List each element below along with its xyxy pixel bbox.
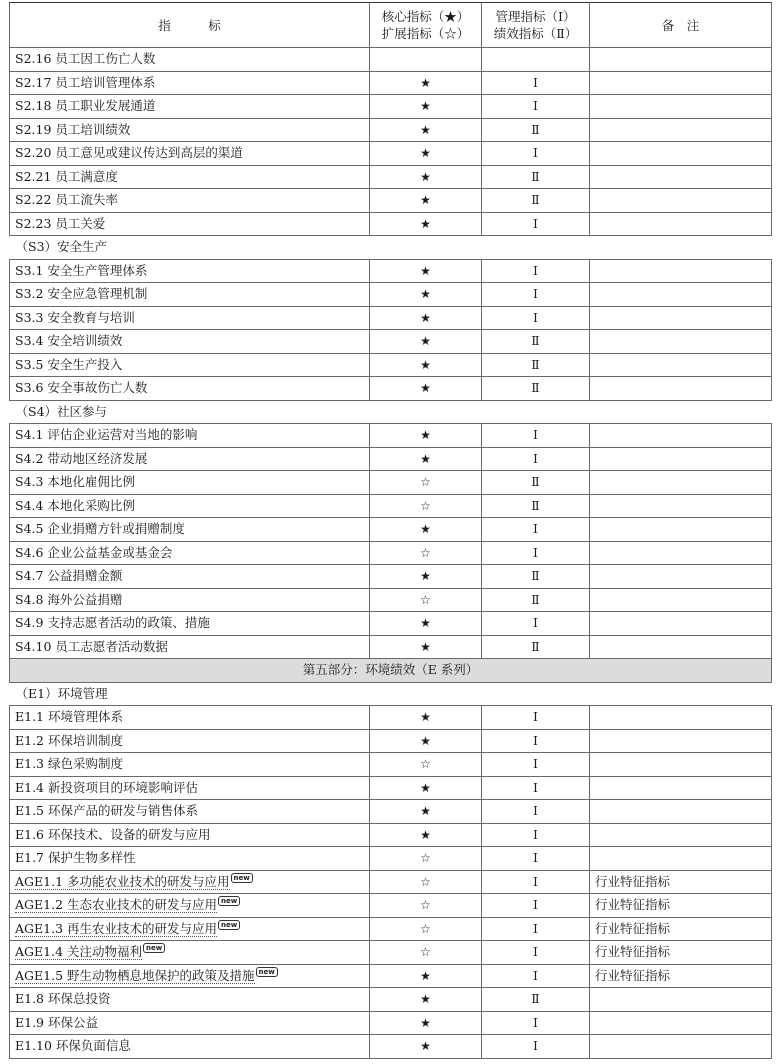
core-extended-mark: ★ — [370, 189, 482, 213]
table-row — [10, 894, 772, 918]
table-row — [10, 706, 772, 730]
indicator-name-cell — [10, 71, 370, 95]
indicator-type: Ⅱ — [482, 471, 590, 495]
table-row — [10, 1035, 772, 1059]
table-row — [10, 753, 772, 777]
table-row — [10, 71, 772, 95]
header-core-label: 核心指标（★） — [381, 9, 470, 24]
table-row — [10, 917, 772, 941]
indicator-name: S4.5 企业捐赠方针或捐赠制度 — [15, 521, 185, 537]
core-extended-mark: ★ — [370, 612, 482, 636]
indicator-type: Ⅱ — [482, 165, 590, 189]
indicator-name-cell — [10, 306, 370, 330]
indicator-type: Ⅱ — [482, 353, 590, 377]
table-row — [10, 189, 772, 213]
indicator-type: Ⅰ — [482, 283, 590, 307]
remark-cell: 行业特征指标 — [590, 941, 772, 965]
table-row — [10, 847, 772, 871]
table-body — [10, 48, 772, 1059]
core-extended-mark: ★ — [370, 283, 482, 307]
table-row — [10, 612, 772, 636]
indicator-name-cell — [10, 800, 370, 824]
header-extended-label: 扩展指标（☆） — [381, 26, 470, 41]
indicator-type: Ⅱ — [482, 565, 590, 589]
table-row — [10, 424, 772, 448]
indicator-type: Ⅰ — [482, 964, 590, 988]
table-row — [10, 870, 772, 894]
header-performance-label: 绩效指标（Ⅱ） — [493, 26, 578, 41]
core-extended-mark — [370, 48, 482, 72]
indicator-name-cell — [10, 729, 370, 753]
remark-cell — [590, 212, 772, 236]
indicator-name: S2.21 员工满意度 — [15, 168, 118, 184]
indicator-type: Ⅱ — [482, 635, 590, 659]
indicator-type: Ⅱ — [482, 189, 590, 213]
new-badge-icon: new — [218, 896, 240, 906]
core-extended-mark: ★ — [370, 800, 482, 824]
indicator-name: S3.6 安全事故伤亡人数 — [15, 380, 148, 396]
core-extended-mark: ★ — [370, 565, 482, 589]
header-management-label: 管理指标（Ⅰ） — [495, 9, 576, 24]
indicator-name-cell — [10, 894, 370, 918]
section-heading-row — [10, 400, 772, 424]
section-heading: （E1）环境管理 — [10, 682, 772, 706]
core-extended-mark: ☆ — [370, 870, 482, 894]
indicator-name: E1.3 绿色采购制度 — [15, 756, 123, 772]
indicator-type: Ⅰ — [482, 541, 590, 565]
core-extended-mark: ★ — [370, 988, 482, 1012]
indicator-type: Ⅱ — [482, 988, 590, 1012]
table-row — [10, 353, 772, 377]
table-row — [10, 48, 772, 72]
core-extended-mark: ★ — [370, 165, 482, 189]
remark-cell — [590, 189, 772, 213]
indicator-name-cell — [10, 189, 370, 213]
indicator-name: AGE1.3 再生农业技术的研发与应用 — [15, 920, 217, 936]
indicator-type: Ⅰ — [482, 729, 590, 753]
indicator-name: S2.20 员工意见或建议传达到高层的渠道 — [15, 145, 243, 161]
indicator-name-cell — [10, 612, 370, 636]
indicator-name-cell — [10, 753, 370, 777]
indicator-type: Ⅰ — [482, 847, 590, 871]
core-extended-mark: ★ — [370, 776, 482, 800]
indicator-name-cell — [10, 635, 370, 659]
remark-cell — [590, 565, 772, 589]
table-row — [10, 142, 772, 166]
core-extended-mark: ★ — [370, 95, 482, 119]
table-row — [10, 565, 772, 589]
indicator-name: S3.2 安全应急管理机制 — [15, 286, 148, 302]
core-extended-mark: ★ — [370, 259, 482, 283]
indicator-name-cell — [10, 212, 370, 236]
indicator-type: Ⅱ — [482, 377, 590, 401]
indicator-type: Ⅱ — [482, 494, 590, 518]
indicator-name-cell — [10, 518, 370, 542]
core-extended-mark: ★ — [370, 518, 482, 542]
indicator-type: Ⅰ — [482, 753, 590, 777]
remark-cell — [590, 800, 772, 824]
remark-cell — [590, 71, 772, 95]
part-heading: 第五部分：环境绩效（E 系列） — [10, 659, 772, 683]
core-extended-mark: ☆ — [370, 494, 482, 518]
header-remarks — [590, 3, 772, 48]
table-row — [10, 283, 772, 307]
indicator-name: S3.3 安全教育与培训 — [15, 309, 135, 325]
remark-cell — [590, 1035, 772, 1059]
indicator-name-cell — [10, 706, 370, 730]
core-extended-mark: ★ — [370, 447, 482, 471]
core-extended-mark: ★ — [370, 142, 482, 166]
remark-cell — [590, 753, 772, 777]
indicator-type: Ⅰ — [482, 1011, 590, 1035]
core-extended-mark: ★ — [370, 353, 482, 377]
indicator-name-cell — [10, 917, 370, 941]
indicator-name-cell — [10, 1011, 370, 1035]
table-header-row — [10, 3, 772, 48]
indicator-name: S4.9 支持志愿者活动的政策、措施 — [15, 615, 210, 631]
indicator-type: Ⅰ — [482, 95, 590, 119]
table-row — [10, 377, 772, 401]
indicator-name: S4.10 员工志愿者活动数据 — [15, 638, 168, 654]
table-row — [10, 1011, 772, 1035]
indicator-type: Ⅰ — [482, 212, 590, 236]
indicator-name-cell — [10, 48, 370, 72]
core-extended-mark: ★ — [370, 424, 482, 448]
remark-cell — [590, 142, 772, 166]
table-row — [10, 118, 772, 142]
core-extended-mark: ☆ — [370, 471, 482, 495]
header-indicator-label: 指 标 — [158, 17, 221, 33]
indicator-type: Ⅰ — [482, 1035, 590, 1059]
remark-cell — [590, 612, 772, 636]
table-row — [10, 165, 772, 189]
indicator-type: Ⅰ — [482, 941, 590, 965]
remark-cell — [590, 847, 772, 871]
remark-cell — [590, 1011, 772, 1035]
table-row — [10, 776, 772, 800]
indicator-name: S4.1 评估企业运营对当地的影响 — [15, 427, 198, 443]
indicator-name: AGE1.1 多功能农业技术的研发与应用 — [15, 873, 230, 889]
indicator-name: S2.19 员工培训绩效 — [15, 121, 131, 137]
core-extended-mark: ★ — [370, 212, 482, 236]
indicator-type: Ⅰ — [482, 518, 590, 542]
remark-cell — [590, 424, 772, 448]
remark-cell — [590, 706, 772, 730]
remark-cell — [590, 823, 772, 847]
section-heading: （S3）安全生产 — [10, 236, 772, 260]
table-row — [10, 259, 772, 283]
indicator-name: AGE1.2 生态农业技术的研发与应用 — [15, 897, 217, 913]
indicator-name-cell — [10, 870, 370, 894]
core-extended-mark: ★ — [370, 377, 482, 401]
table-row — [10, 964, 772, 988]
remark-cell: 行业特征指标 — [590, 917, 772, 941]
table-row — [10, 800, 772, 824]
table-row — [10, 212, 772, 236]
indicator-type: Ⅰ — [482, 259, 590, 283]
indicator-type: Ⅰ — [482, 894, 590, 918]
indicator-name: S2.18 员工职业发展通道 — [15, 98, 156, 114]
table-row — [10, 541, 772, 565]
indicator-name-cell — [10, 1035, 370, 1059]
indicator-name-cell — [10, 259, 370, 283]
table-row — [10, 306, 772, 330]
remark-cell — [590, 447, 772, 471]
core-extended-mark: ★ — [370, 729, 482, 753]
indicator-name: S4.6 企业公益基金或基金会 — [15, 544, 173, 560]
indicator-name: S4.7 公益捐赠金额 — [15, 568, 123, 584]
indicator-name-cell — [10, 823, 370, 847]
indicator-type: Ⅱ — [482, 588, 590, 612]
indicator-name-cell — [10, 353, 370, 377]
remark-cell: 行业特征指标 — [590, 870, 772, 894]
indicator-name: S3.1 安全生产管理体系 — [15, 262, 148, 278]
core-extended-mark: ☆ — [370, 917, 482, 941]
core-extended-mark: ☆ — [370, 847, 482, 871]
new-badge-icon: new — [231, 873, 253, 883]
indicator-name: AGE1.5 野生动物栖息地保护的政策及措施 — [15, 967, 255, 983]
remark-cell — [590, 330, 772, 354]
indicator-name-cell — [10, 941, 370, 965]
indicator-name: S2.17 员工培训管理体系 — [15, 74, 156, 90]
table-row — [10, 635, 772, 659]
indicator-name: E1.8 环保总投资 — [15, 991, 111, 1007]
indicator-name: E1.1 环境管理体系 — [15, 709, 123, 725]
remark-cell — [590, 588, 772, 612]
indicator-name-cell — [10, 330, 370, 354]
indicator-type: Ⅰ — [482, 447, 590, 471]
indicator-name: E1.10 环保负面信息 — [15, 1038, 131, 1054]
section-heading: （S4）社区参与 — [10, 400, 772, 424]
indicator-name: E1.5 环保产品的研发与销售体系 — [15, 803, 198, 819]
core-extended-mark: ★ — [370, 706, 482, 730]
remark-cell — [590, 283, 772, 307]
indicator-type: Ⅰ — [482, 800, 590, 824]
remark-cell — [590, 541, 772, 565]
indicator-name-cell — [10, 964, 370, 988]
remark-cell — [590, 377, 772, 401]
indicator-type: Ⅱ — [482, 330, 590, 354]
table-row — [10, 941, 772, 965]
table-row — [10, 588, 772, 612]
indicator-type: Ⅰ — [482, 706, 590, 730]
remark-cell — [590, 95, 772, 119]
indicator-name: AGE1.4 关注动物福利 — [15, 944, 142, 960]
core-extended-mark: ★ — [370, 71, 482, 95]
header-indicator — [10, 3, 370, 48]
table-row — [10, 729, 772, 753]
indicator-name: E1.7 保护生物多样性 — [15, 850, 136, 866]
indicator-name-cell — [10, 494, 370, 518]
core-extended-mark: ★ — [370, 635, 482, 659]
core-extended-mark: ★ — [370, 1035, 482, 1059]
indicator-name: S3.4 安全培训绩效 — [15, 333, 123, 349]
indicator-name-cell — [10, 377, 370, 401]
remark-cell — [590, 118, 772, 142]
indicator-name-cell — [10, 776, 370, 800]
table-row — [10, 494, 772, 518]
header-management-performance — [482, 3, 590, 48]
indicator-name-cell — [10, 95, 370, 119]
indicator-name-cell — [10, 142, 370, 166]
remark-cell — [590, 471, 772, 495]
indicator-type: Ⅰ — [482, 917, 590, 941]
remark-cell — [590, 494, 772, 518]
indicator-name: E1.6 环保技术、设备的研发与应用 — [15, 826, 211, 842]
remark-cell — [590, 259, 772, 283]
remark-cell — [590, 635, 772, 659]
indicator-name-cell — [10, 847, 370, 871]
table-row — [10, 447, 772, 471]
new-badge-icon: new — [143, 943, 165, 953]
indicator-type: Ⅰ — [482, 71, 590, 95]
remark-cell: 行业特征指标 — [590, 894, 772, 918]
indicator-type: Ⅰ — [482, 424, 590, 448]
remark-cell — [590, 306, 772, 330]
remark-cell — [590, 48, 772, 72]
core-extended-mark: ☆ — [370, 541, 482, 565]
indicator-type: Ⅰ — [482, 142, 590, 166]
header-remarks-label: 备 注 — [661, 17, 700, 33]
indicator-name: S2.23 员工关爱 — [15, 215, 106, 231]
indicator-name-cell — [10, 565, 370, 589]
table-row — [10, 95, 772, 119]
table-row — [10, 518, 772, 542]
remark-cell — [590, 518, 772, 542]
table-row — [10, 823, 772, 847]
section-heading-row — [10, 682, 772, 706]
indicator-name: S3.5 安全生产投入 — [15, 356, 123, 372]
core-extended-mark: ★ — [370, 964, 482, 988]
header-core-extended — [370, 3, 482, 48]
indicator-name: S4.3 本地化雇佣比例 — [15, 474, 135, 490]
indicator-name-cell — [10, 283, 370, 307]
core-extended-mark: ☆ — [370, 894, 482, 918]
new-badge-icon: new — [256, 967, 278, 977]
indicator-name: S2.16 员工因工伤亡人数 — [15, 51, 156, 67]
indicator-name-cell — [10, 118, 370, 142]
indicator-table — [9, 2, 772, 1059]
core-extended-mark: ☆ — [370, 753, 482, 777]
indicator-name-cell — [10, 447, 370, 471]
remark-cell — [590, 729, 772, 753]
indicator-type: Ⅰ — [482, 306, 590, 330]
indicator-type: Ⅰ — [482, 823, 590, 847]
core-extended-mark: ☆ — [370, 941, 482, 965]
table-row — [10, 471, 772, 495]
part-heading-row — [10, 659, 772, 683]
indicator-name-cell — [10, 424, 370, 448]
core-extended-mark: ☆ — [370, 588, 482, 612]
indicator-type: Ⅰ — [482, 776, 590, 800]
indicator-name: E1.2 环保培训制度 — [15, 732, 123, 748]
indicator-name-cell — [10, 588, 370, 612]
indicator-name-cell — [10, 471, 370, 495]
indicator-name: S4.2 带动地区经济发展 — [15, 450, 148, 466]
indicator-type: Ⅰ — [482, 870, 590, 894]
new-badge-icon: new — [218, 920, 240, 930]
core-extended-mark: ★ — [370, 330, 482, 354]
indicator-type — [482, 48, 590, 72]
indicator-name: E1.4 新投资项目的环境影响评估 — [15, 779, 198, 795]
table-row — [10, 988, 772, 1012]
indicator-name: S4.4 本地化采购比例 — [15, 497, 135, 513]
remark-cell — [590, 988, 772, 1012]
indicator-type: Ⅰ — [482, 612, 590, 636]
indicator-name: S2.22 员工流失率 — [15, 192, 118, 208]
remark-cell — [590, 353, 772, 377]
indicator-name-cell — [10, 541, 370, 565]
remark-cell — [590, 776, 772, 800]
indicator-name: S4.8 海外公益捐赠 — [15, 591, 123, 607]
remark-cell: 行业特征指标 — [590, 964, 772, 988]
core-extended-mark: ★ — [370, 1011, 482, 1035]
indicator-name-cell — [10, 988, 370, 1012]
indicator-name-cell — [10, 165, 370, 189]
core-extended-mark: ★ — [370, 118, 482, 142]
core-extended-mark: ★ — [370, 306, 482, 330]
indicator-type: Ⅱ — [482, 118, 590, 142]
section-heading-row — [10, 236, 772, 260]
table-row — [10, 330, 772, 354]
remark-cell — [590, 165, 772, 189]
indicator-name: E1.9 环保公益 — [15, 1014, 98, 1030]
core-extended-mark: ★ — [370, 823, 482, 847]
